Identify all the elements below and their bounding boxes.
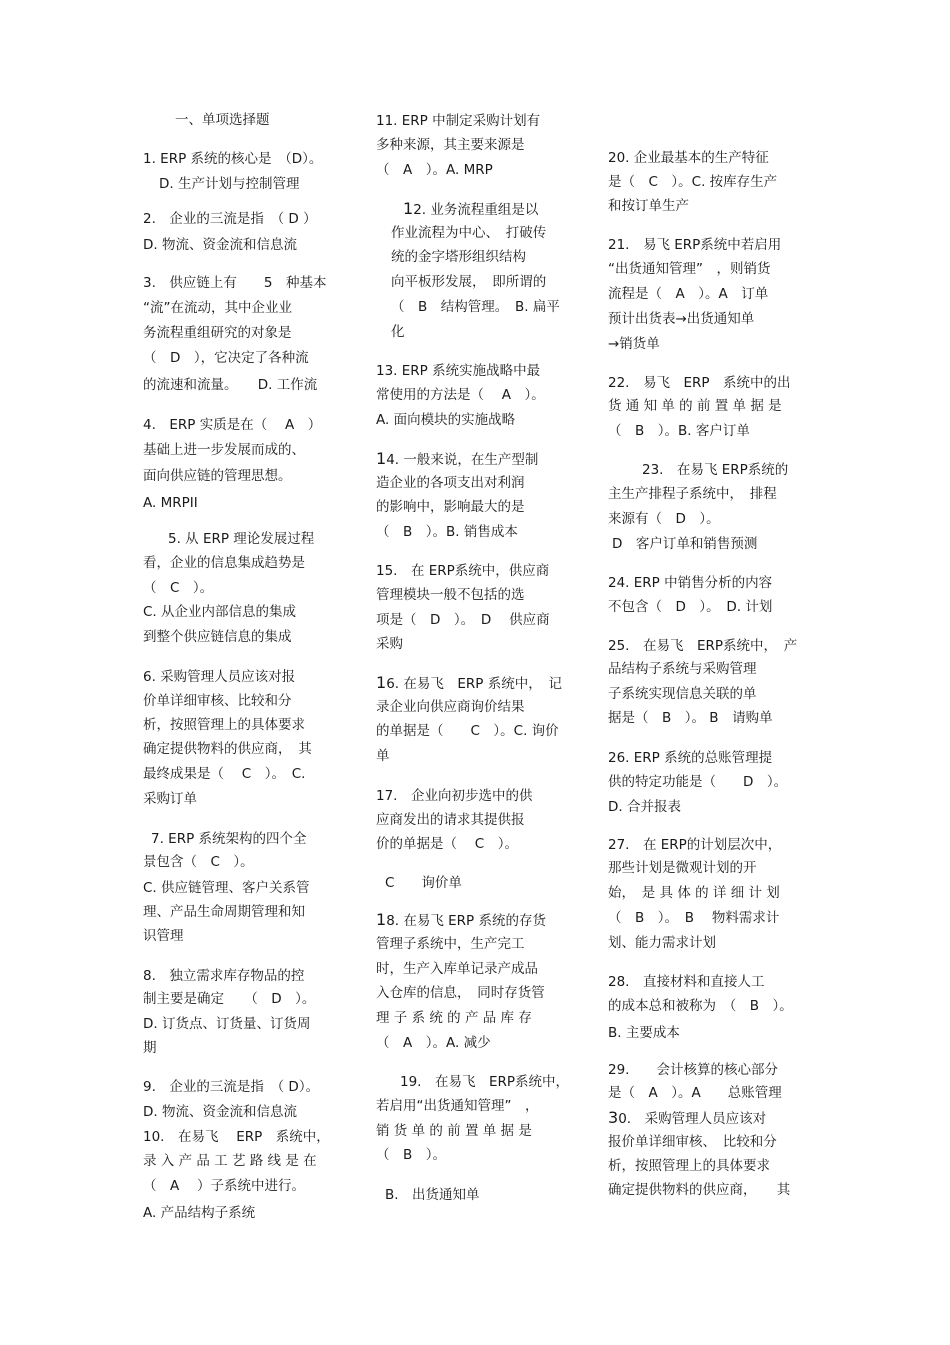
text-line: D. 订货点、订货量、订货周 <box>143 1016 311 1032</box>
text-line: A. 面向模块的实施战略 <box>376 412 516 428</box>
text-line: 流程是（ A ）。A 订单 <box>608 286 769 302</box>
text-line: 理 子 系 统 的 产 品 库 存 <box>376 1010 532 1026</box>
text-line: （ B ）。B. 客户订单 <box>608 423 750 439</box>
text-line: 理、产品生命周期管理和知 <box>143 904 305 920</box>
text-line: 面向供应链的管理思想。 <box>143 468 292 484</box>
text-line: （ B ）。 B 物料需求计 <box>608 910 780 926</box>
text-line: 5. 从 ERP 理论发展过程 <box>168 531 315 547</box>
text-line: （ B ）。 <box>376 1147 447 1163</box>
text-line: 20. 企业最基本的生产特征 <box>608 150 769 166</box>
text-line: 7. ERP 系统架构的四个全 <box>151 831 307 847</box>
text-line: （ D ），它决定了各种流 <box>143 350 309 366</box>
text-line: 作业流程为中心、 打破传 <box>391 225 547 241</box>
text-line: C. 从企业内部信息的集成 <box>143 604 297 620</box>
text-line: 识管理 <box>143 928 184 944</box>
text-line: （ A ）子系统中进行。 <box>143 1178 306 1194</box>
text-line: A. 产品结构子系统 <box>143 1205 256 1221</box>
text-line: 9. 企业的三流是指 （ D）。 <box>143 1079 320 1095</box>
text-line: 子系统实现信息关联的单 <box>608 686 757 702</box>
text-line: 销 货 单 的 前 置 单 据 是 <box>376 1123 532 1139</box>
text-line: 若启用“出货通知管理” ， <box>376 1098 539 1114</box>
text-line: 据是（ B ）。 B 请购单 <box>608 710 773 726</box>
text-line: 主生产排程子系统中， 排程 <box>608 486 777 502</box>
text-line: 不包含（ D ）。 D. 计划 <box>608 599 773 615</box>
text-line: 品结构子系统与采购管理 <box>608 661 757 677</box>
text-line: 12. 业务流程重组是以 <box>403 199 539 218</box>
text-line: D 客户订单和销售预测 <box>612 536 758 552</box>
text-line: 29. 会计核算的核心部分 <box>608 1062 778 1078</box>
text-line: 划、能力需求计划 <box>608 935 716 951</box>
text-line: 22. 易飞 ERP 系统中的出 <box>608 375 791 391</box>
text-line: 制主要是确定 （ D ）。 <box>143 991 316 1007</box>
text-line: 和按订单生产 <box>608 198 689 214</box>
text-line: （ A ）。A. 减少 <box>376 1035 491 1051</box>
text-line: 那些计划是微观计划的开 <box>608 860 757 876</box>
text-line: 多种来源，其主要来源是 <box>376 137 525 153</box>
text-line: 入仓库的信息， 同时存货管 <box>376 985 545 1001</box>
text-line: 确定提供物料的供应商， 其 <box>608 1182 791 1198</box>
text-line: “流”在流动，其中企业业 <box>143 300 292 316</box>
text-line: C. 供应链管理、客户关系管 <box>143 880 310 896</box>
text-line: 25. 在易飞 ERP系统中， 产 <box>608 638 798 654</box>
text-line: 应商发出的请求其提供报 <box>376 812 525 828</box>
text-line: 的影响中，影响最大的是 <box>376 499 525 515</box>
text-line: 6. 采购管理人员应该对报 <box>143 669 296 685</box>
text-line: 采购 <box>376 636 403 652</box>
text-line: 统的金字塔形组织结构 <box>391 249 526 265</box>
text-line: 录 入 产 品 工 艺 路 线 是 在 <box>143 1153 317 1169</box>
text-line: 1. ERP 系统的核心是 （D）。 <box>143 151 323 167</box>
text-line: →销货单 <box>608 336 660 352</box>
text-line: 的流速和流量。 D. 工作流 <box>143 377 318 393</box>
text-line: 确定提供物料的供应商， 其 <box>143 741 312 757</box>
text-line: A. MRPII <box>143 495 198 511</box>
text-line: 26. ERP 系统的总账管理提 <box>608 750 773 766</box>
text-line: 3. 供应链上有 5 种基本 <box>143 275 327 291</box>
text-line: 4. ERP 实质是在（ A ） <box>143 417 322 433</box>
text-line: D. 物流、资金流和信息流 <box>143 237 297 253</box>
text-line: 单 <box>376 748 390 764</box>
text-line: 13. ERP 系统实施战略中最 <box>376 363 541 379</box>
text-line: 景包含（ C ）。 <box>143 854 254 870</box>
text-line: （ C ）。 <box>143 580 214 596</box>
text-line: （ B ）。B. 销售成本 <box>376 524 518 540</box>
text-line: B. 主要成本 <box>608 1025 680 1041</box>
text-line: 19. 在易飞 ERP系统中， <box>400 1074 570 1090</box>
text-line: 常使用的方法是（ A ）。 <box>376 387 545 403</box>
text-line: 看，企业的信息集成趋势是 <box>143 555 305 571</box>
text-line: 8. 独立需求库存物品的控 <box>143 968 305 984</box>
text-line: 预计出货表→出货通知单 <box>608 311 755 327</box>
text-line: 管理子系统中，生产完工 <box>376 936 525 952</box>
text-line: 始， 是 具 体 的 详 细 计 划 <box>608 885 780 901</box>
text-line: B. 出货通知单 <box>385 1187 480 1203</box>
text-line: 的单据是（ C ）。C. 询价 <box>376 723 559 739</box>
text-line: D. 物流、资金流和信息流 <box>143 1104 297 1120</box>
text-line: 造企业的各项支出对利润 <box>376 475 525 491</box>
text-line: D. 合并报表 <box>608 799 681 815</box>
text-line: （ A ）。A. MRP <box>376 162 493 178</box>
text-line: 时，生产入库单记录产成品 <box>376 961 538 977</box>
text-line: 务流程重组研究的对象是 <box>143 325 292 341</box>
text-line: 析，按照管理上的具体要求 <box>608 1158 770 1174</box>
text-line: 析，按照管理上的具体要求 <box>143 717 305 733</box>
text-line: 最终成果是（ C ）。 C. <box>143 766 306 782</box>
text-line: 27. 在 ERP的计划层次中， <box>608 837 782 853</box>
text-line: 10. 在易飞 ERP 系统中， <box>143 1129 330 1145</box>
text-line: 11. ERP 中制定采购计划有 <box>376 113 541 129</box>
text-line: 期 <box>143 1040 157 1056</box>
text-line: 价的单据是（ C ）。 <box>376 836 518 852</box>
text-line: 化 <box>391 324 405 340</box>
text-line: 的成本总和被称为 （ B ）。 <box>608 998 793 1014</box>
text-line: 14. 一般来说，在生产型制 <box>376 449 539 468</box>
text-line: C 询价单 <box>385 875 462 891</box>
text-line: （ B 结构管理。 B. 扁平 <box>391 299 560 315</box>
text-line: “出货通知管理” ，则销货 <box>608 261 771 277</box>
text-line: 到整个供应链信息的集成 <box>143 629 292 645</box>
text-line: 录企业向供应商询价结果 <box>376 699 525 715</box>
text-line: 报价单详细审核、 比较和分 <box>608 1134 777 1150</box>
text-line: 18. 在易飞 ERP 系统的存货 <box>376 910 546 929</box>
text-line: 是（ C ）。C. 按库存生产 <box>608 174 778 190</box>
text-line: 价单详细审核、比较和分 <box>143 693 292 709</box>
text-line: 21. 易飞 ERP系统中若启用 <box>608 237 782 253</box>
text-line: 2. 企业的三流是指 （ D ） <box>143 211 317 227</box>
text-line: 项是（ D ）。 D 供应商 <box>376 612 550 628</box>
text-line: 货 通 知 单 的 前 置 单 据 是 <box>608 398 782 414</box>
text-line: 一、单项选择题 <box>175 112 270 128</box>
text-line: 28. 直接材料和直接人工 <box>608 974 765 990</box>
text-line: 15. 在 ERP系统中，供应商 <box>376 563 550 579</box>
text-line: 23. 在易飞 ERP系统的 <box>642 462 789 478</box>
text-line: 基础上进一步发展而成的、 <box>143 442 305 458</box>
text-line: 16. 在易飞 ERP 系统中， 记 <box>376 673 562 692</box>
text-line: 17. 企业向初步选中的供 <box>376 788 533 804</box>
text-line: 向平板形发展， 即所谓的 <box>391 274 547 290</box>
text-line: 管理模块一般不包括的选 <box>376 587 525 603</box>
text-line: 30. 采购管理人员应该对 <box>608 1108 767 1127</box>
text-line: 来源有（ D ）。 <box>608 511 720 527</box>
text-line: 采购订单 <box>143 791 197 807</box>
text-line: 24. ERP 中销售分析的内容 <box>608 575 773 591</box>
text-line: D. 生产计划与控制管理 <box>159 176 300 192</box>
text-line: 供的特定功能是（ D ）。 <box>608 774 788 790</box>
text-line: 是（ A ）。A 总账管理 <box>608 1085 782 1101</box>
